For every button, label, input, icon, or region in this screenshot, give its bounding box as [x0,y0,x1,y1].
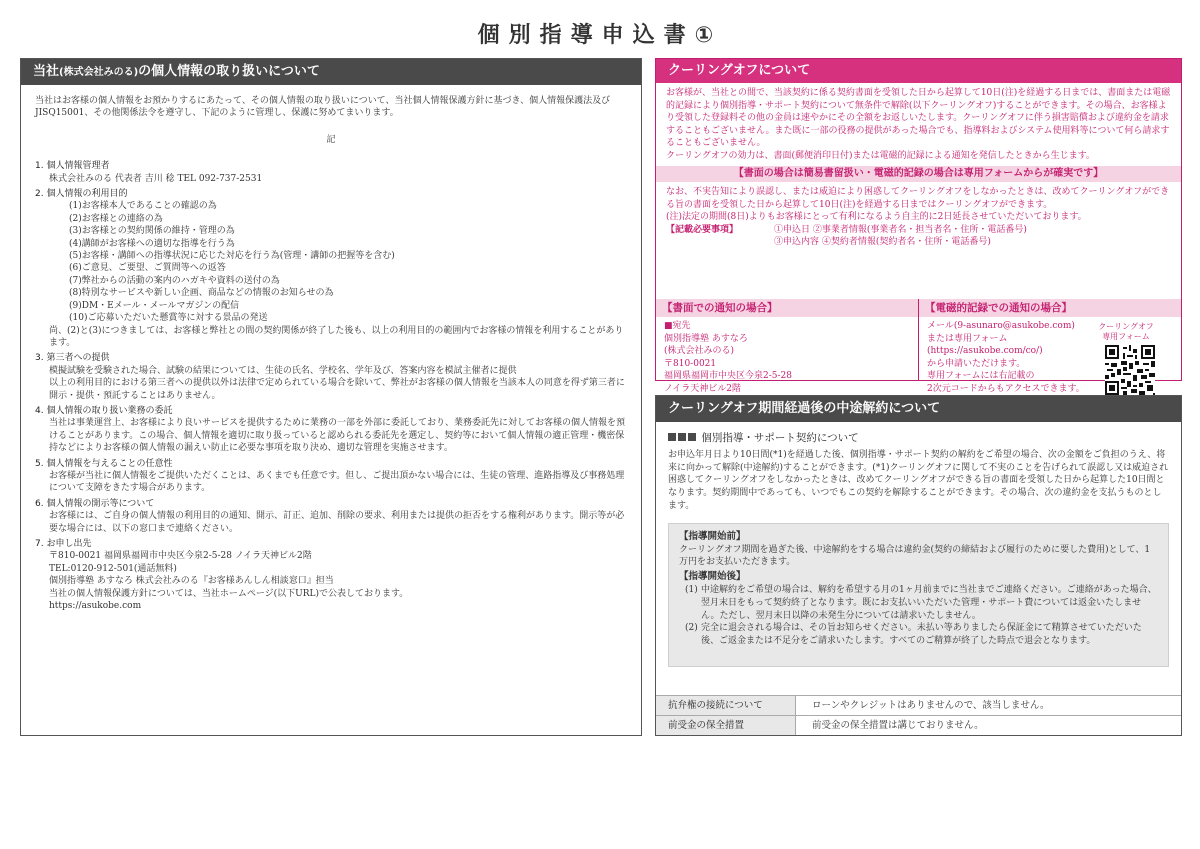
privacy-header: 当社(株式会社みのる)の個人情報の取り扱いについて [21,59,641,85]
list-item: (1)お客様本人であることの確認の為 [69,201,217,212]
list-item: https://asukobe.com [49,601,142,612]
section-body: 当社は事業運営上、お客様により良いサービスを提供するために業務の一部を外部に委託しており、業務委託先に対してお客様の個人情報を預けることがあります。この場合、個人情報を適切に取り扱っていると認められる委託先を選定し、契約等において個人情報の適正管理・機密保持などによりお客様の個人情報の漏えい防止に必要な事項を取り決め、適切な管理を実施させます。 [49,418,626,454]
notification-methods [656,299,1181,394]
section-body: 以上の利用目的における第三者への提供以外は法律で定められている場合を除いて、弊社がお客様の個人情報を当該本人の同意を得ず第三者に開示・提供・預託することはありません。 [49,378,625,401]
document-title: 個別指導申込書① [477,23,723,48]
section-title: 5. 個人情報を与えることの任意性 [35,458,173,469]
required-items: 【記載必要事項】 ①申込日 ②事業者情報(事業者名・担当者名・住所・電話番号) [666,224,1027,235]
list-item: 個別指導塾 あすなろ 株式会社みのる『お客様あんしん相談窓口』担当 [49,576,334,587]
cooling-off-body: お客様が、当社との間で、当該契約に係る契約書面を受領した日から起算して10日(注)を経過する日までは、書面または電磁的記録により個別指導・サポート契約について無条件で解除(以下クーリングオフ)することができます。その場合、お客様より受領した登録料その他の金員は速やかにその全額をお返しいたします。クーリングオフに伴う損害賠償および違約金を請求することもございません。また既に一部の役務の提供があった場合でも、指導料およびシステム使用料等について何ら請求することもございません。 [666,88,1171,148]
cooling-off-section: クーリングオフについて お客様が、当社との間で、当該契約に係る契約書面を受領した日から起算して10日(注)を経過する日までは、書面または電磁的記録により個別指導・サポート契約について無条件で解除(以下クーリングオフ)することができます。その場合、お客様より受領した登録料その他の金員は速やかにその全額をお返しいたします。クーリングオフに伴う損害賠償および違約金を請求することもございません。また既に一部の役務の提供があった場合でも、指導料およびシステム使用料等について何ら請求することもございません。 クーリングオフの効力は、書面(郵便消印日付)または電磁的記録による通知を発信したときから生じます。 【書面の場合は簡易書留扱い・電磁的記録の場合は専用フォームからが確実です】 なお、不実告知により誤認し、または威迫により困惑してクーリングオフをしなかったときは、改めてクーリングオフができる旨の書面を受領した日から起算して10日(注)を経過する日まではクーリングオフができます。 (注)法定の期間(8日)よりもお客様にとって有利になるよう自主的に2日延長させていただいております。 【記載必要事項】 ①申込日 ②事業者情報(事業者名・担当者名・住所・電話番号) ③申込内容 ④契約者情報(契約者名・住所・電話番号) 【書面での通知の場合】 ■宛先 個別指導塾 あすなろ (株式会社みのる) 〒810-0021 福岡県福岡市中央区今泉2-5-28 ノイラ天神ビル2階 【電磁的記録での通知の場合】 メール(9-asunaro@asukobe.com) または専用フォーム (https://asukobe.com/co/) から申請いただけます。 専用フォームには右記載の 2次元コードからもアクセスできます。 クーリングオフ 専用フォーム [655,58,1182,381]
privacy-intro: 当社はお客様の個人情報をお預かりするにあたって、その個人情報の取り扱いについて、当社個人情報保護方針に基づき、個人情報保護法及びJISQ15001、その他関係法令を遵守し、下記のように管理し、保護に努めてまいります。 [35,96,611,119]
midterm-body: お申込年月日より10日間(*1)を経過した後、個別指導・サポート契約の解約をご希望の場合、次の金額をご負担のうえ、将来に向かって解除(中途解約)することができます。(*1)クーリングオフに関して不実のことを告げられて誤認し又は威迫され困惑してクーリングオフをしなかったときは、改めてクーリングオフができる旨の書面を受領した日から起算した10日間となります。契約期間中であっても、いつでもこの契約を解除することができます。その場合、次の違約金を支払うものとします。 [668,449,1169,511]
section-title: 1. 個人情報管理者 [35,161,110,172]
table-row: 抗弁権の接続について ローンやクレジットはありませんので、該当しません。 [656,695,1181,715]
section-body: 尚、(2)と(3)につきましては、お客様と弊社との間の契約関係が終了した後も、以上の利用目的の範囲内でお客様の情報を利用することがあります。 [49,325,624,348]
section-body: お客様には、ご自身の個人情報の利用目的の通知、開示、訂正、追加、削除の要求、利用または提供の拒否をする権利があります。開示等が必要な場合には、以下の窓口まで連絡ください。 [49,511,625,534]
after-start-label: 【指導開始後】 [679,571,746,583]
contract-subtitle: 個別指導・サポート契約について [668,432,1169,445]
privacy-section [20,58,642,736]
section-body: 模擬試験を受験された場合、試験の結果については、生徒の氏名、学校名、学年及び、答案内容を模試主催者に提供 [49,365,517,376]
list-item: (4)講師がお客様への適切な指導を行う為 [69,238,235,249]
list-item: または専用フォーム [927,333,1008,344]
list-item: 専用フォームには右記載の [927,371,1035,382]
contact-lines [35,550,627,612]
midterm-header: クーリングオフ期間経過後の中途解約について [656,396,1181,422]
list-item: (8)特別なサービスや新しい企画、商品などの情報のお知らせの為 [69,288,334,299]
square-bullet-icon [668,433,676,441]
section-title: 2. 個人情報の利用目的 [35,189,128,200]
before-start-label: 【指導開始前】 [679,530,746,542]
list-item [679,622,1158,648]
purpose-list [35,200,627,324]
item-number: (2) [685,623,698,634]
midterm-cancellation-section [655,395,1182,736]
cooling-off-header: クーリングオフについて [656,59,1181,83]
before-start-body: クーリングオフ期間を過ぎた後、中途解約をする場合は違約金(契約の締結および履行のために要した費用)として、1万円をお支払いただきます。 [679,544,1151,568]
qr-code-icon[interactable] [1105,345,1155,395]
list-item: (株式会社みのる) [664,346,735,357]
list-item: ■宛先 [664,321,691,331]
item-number: (1) [685,584,698,595]
section-title: 3. 第三者への提供 [35,353,110,364]
list-item: (5)お客様・講師への指導状況に応じた対応を行う為(管理・講師の把握等を含む) [69,251,395,262]
list-item: (https://asukobe.com/co/) [927,346,1043,357]
table-row: 前受金の保全措置 前受金の保全措置は講じておりません。 [656,715,1181,735]
ki-mark: 記 [326,134,336,145]
section-body: 株式会社みのる 代表者 吉川 稔 TEL 092-737-2531 [49,173,263,184]
list-item: (7)弊社からの活動の案内のハガキや資料の送付の為 [69,275,280,286]
list-item: TEL:0120-912-501(通話無料) [49,563,177,574]
section-title: 4. 個人情報の取り扱い業務の委託 [35,405,173,416]
electronic-notification: 【電磁的記録での通知の場合】 メール(9-asunaro@asukobe.com) または専用フォーム (https://asukobe.com/co/) から申請いただけます。 専用フォームには右記載の 2次元コードからもアクセスできます。 クーリングオフ 専用フォーム [918,299,1181,381]
list-item [679,584,1158,622]
list-item: 福岡県福岡市中央区今泉2-5-28 [664,371,792,382]
cooling-off-body: クーリングオフの効力は、書面(郵便消印日付)または電磁的記録による通知を発信したときから生じます。 [666,150,1095,161]
paper-notification: 【書面での通知の場合】 ■宛先 個別指導塾 あすなろ (株式会社みのる) 〒810-0021 福岡県福岡市中央区今泉2-5-28 ノイラ天神ビル2階 [656,299,918,381]
section-title: 7. お申し出先 [35,539,92,549]
list-item: (3)お客様との契約関係の維持・管理の為 [69,226,235,237]
list-item: 個別指導塾 あすなろ [664,333,748,344]
penalty-box [668,523,1169,667]
list-item: ノイラ天神ビル2階 [664,383,741,394]
list-item: (10)ご応募いただいた懸賞等に対する景品の発送 [69,313,268,324]
list-item: (6)ご意見、ご要望、ご質問等への返答 [69,263,226,274]
cooling-off-body: なお、不実告知により誤認し、または威迫により困惑してクーリングオフをしなかったときは、改めてクーリングオフができる旨の書面を受領した日から起算して10日(注)を経過する日まではクーリングオフができます。 [666,187,1170,210]
delivery-advice-band: 【書面の場合は簡易書留扱い・電磁的記録の場合は専用フォームからが確実です】 [656,166,1181,182]
terms-table [656,695,1181,735]
section-title: 6. 個人情報の開示等について [35,498,155,509]
list-item: から申請いただけます。 [927,358,1026,369]
list-item: 2次元コードからもアクセスできます。 [927,383,1085,394]
extension-note: (注)法定の期間(8日)よりもお客様にとって有利になるよう自主的に2日延長させていただいております。 [666,212,1087,222]
list-item: 〒810-0021 福岡県福岡市中央区今泉2-5-28 ノイラ天神ビル2階 [49,551,312,562]
list-item: (9)DM・Eメール・メールマガジンの配信 [69,300,240,311]
item-text: 完全に退会される場合は、その旨お知らせください。未払い等ありましたら保証金にて精算させていただいた後、ご返金または不足分をご請求いたします。すべてのご精算が終了した時点で退会となります。 [701,623,1142,647]
list-item: 〒810-0021 [664,358,717,369]
list-item: メール(9-asunaro@asukobe.com) [927,321,1075,331]
list-item: 当社の個人情報保護方針については、当社ホームページ(以下URL)で公表しております。 [49,588,409,599]
list-item: (2)お客様との連絡の為 [69,213,163,224]
after-start-items [679,584,1158,648]
section-body: お客様が当社に個人情報をご提供いただくことは、あくまでも任意です。但し、ご提出頂かない場合には、生徒の管理、進路指導及び事務処理について支障をきたす場合があります。 [49,470,625,494]
item-text: 中途解約をご希望の場合は、解約を希望する月の1ヶ月前までに当社までご連絡ください。ご連絡があった場合、翌月末日をもって契約終了となります。既にお支払いいただいた管理・サポート費については返金いたしません。ただし、翌月末日以降の未発生分については請求いたしません。 [701,584,1157,621]
square-bullet-icon [688,433,696,441]
qr-label: クーリングオフ 専用フォーム [1098,322,1154,341]
square-bullet-icon [678,433,686,441]
